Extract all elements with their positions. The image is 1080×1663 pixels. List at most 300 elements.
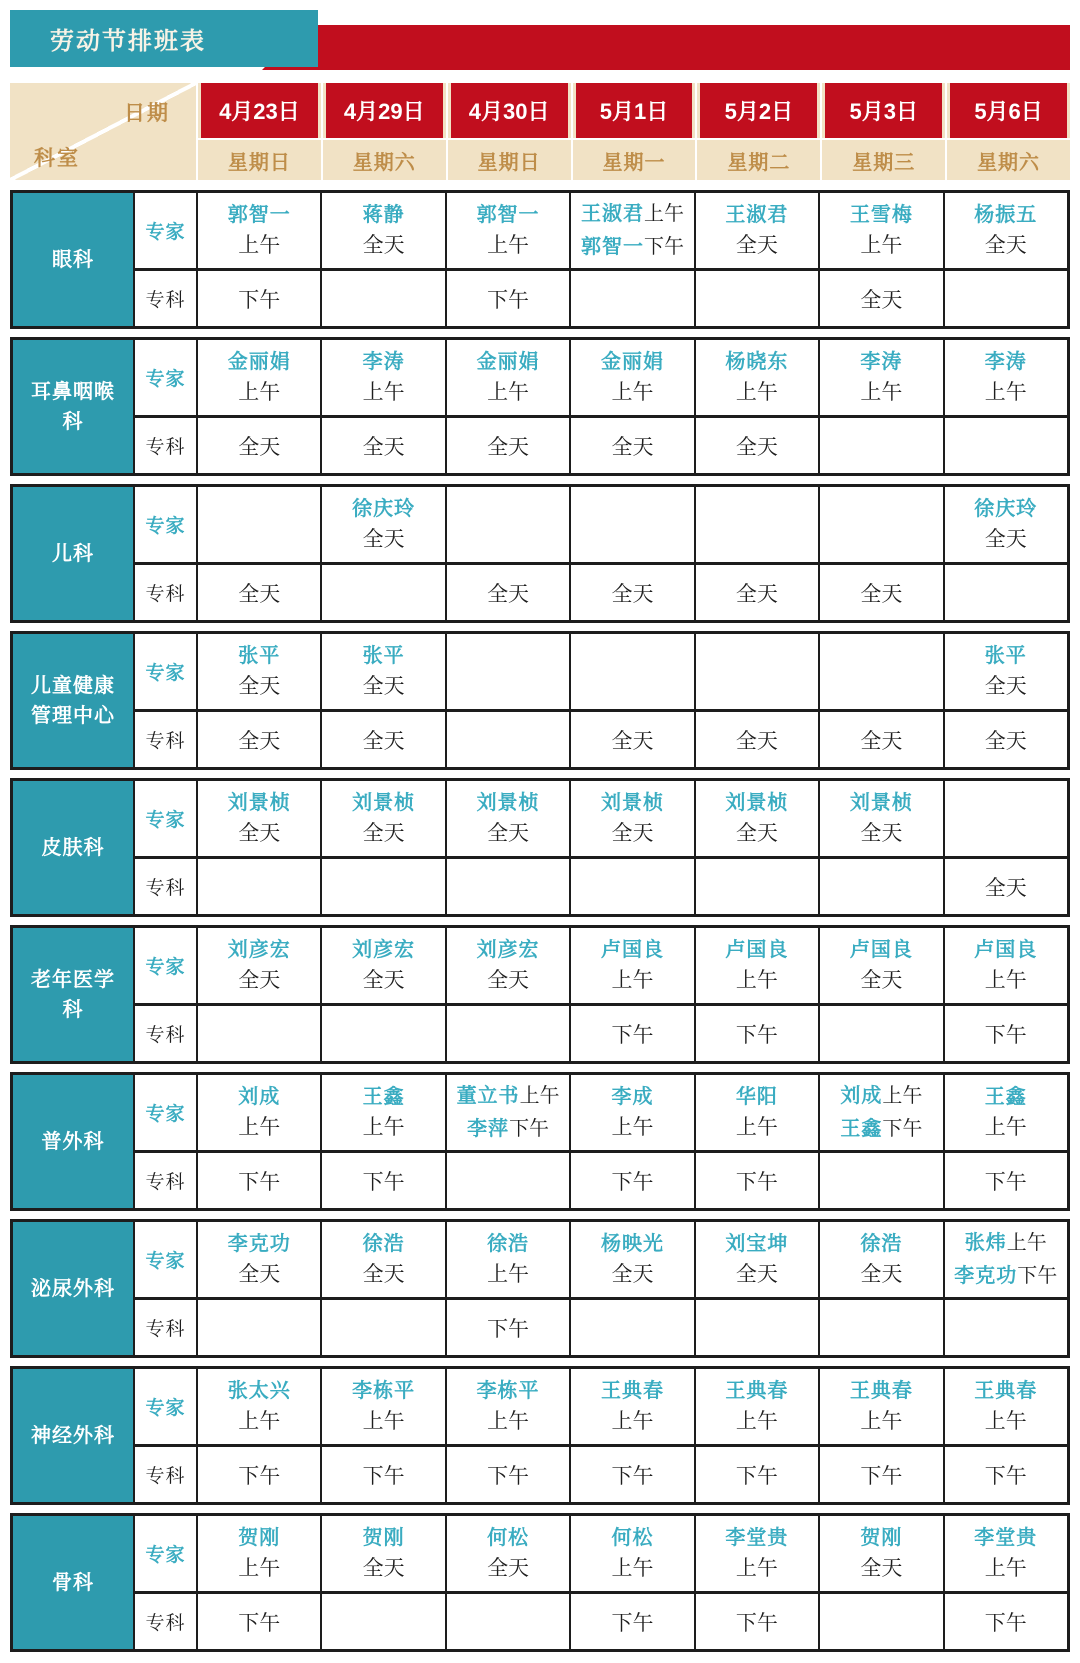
expert-schedule-cell xyxy=(445,340,569,418)
shift-time: 下午 xyxy=(611,1023,654,1047)
shift-time: 上午 xyxy=(735,1115,778,1139)
expert-schedule-cell xyxy=(694,487,818,565)
expert-schedule-cell xyxy=(196,193,320,271)
doctor-name: 刘彦宏 xyxy=(352,938,416,961)
shift-time: 全天 xyxy=(735,582,778,606)
doctor-name: 李堂贵 xyxy=(974,1526,1038,1549)
doctor-name: 华阳 xyxy=(735,1085,778,1108)
specialist-schedule-cell xyxy=(196,1447,320,1502)
specialist-schedule-cell xyxy=(445,1594,569,1649)
expert-schedule-cell xyxy=(196,928,320,1006)
department-block xyxy=(10,190,1070,329)
shift-time: 下午 xyxy=(362,1464,405,1488)
specialist-schedule-cell xyxy=(694,712,818,767)
department-block xyxy=(10,778,1070,917)
shift-time: 上午 xyxy=(238,380,281,404)
specialist-schedule-cell xyxy=(569,859,693,914)
expert-schedule-cell xyxy=(569,1369,693,1447)
shift-time: 下午 xyxy=(735,1464,778,1488)
expert-schedule-cell xyxy=(943,928,1067,1006)
header-date-cell xyxy=(321,83,446,138)
expert-schedule-cell xyxy=(943,634,1067,712)
specialist-schedule-cell xyxy=(943,712,1067,767)
doctor-shift-line xyxy=(954,1260,1057,1292)
shift-time: 上午 xyxy=(362,1409,405,1433)
expert-schedule-cell xyxy=(943,1516,1067,1594)
shift-time: 上午 xyxy=(735,380,778,404)
shift-time: 全天 xyxy=(735,1262,778,1286)
header-weekday-cell: 星期日 xyxy=(196,138,321,180)
specialist-schedule-cell xyxy=(320,271,444,326)
specialist-schedule-cell xyxy=(196,712,320,767)
table-header xyxy=(10,83,1070,180)
shift-time: 下午 xyxy=(882,1117,923,1140)
header-date-label: 5月6日 xyxy=(950,83,1067,138)
doctor-name: 徐庆玲 xyxy=(974,497,1038,520)
expert-row-label: 专家 xyxy=(133,1516,196,1594)
shift-time: 下午 xyxy=(735,1611,778,1635)
doctor-name: 徐浩 xyxy=(487,1232,530,1255)
doctor-name: 李堂贵 xyxy=(725,1526,789,1549)
department-block xyxy=(10,337,1070,476)
specialist-schedule-cell xyxy=(943,1006,1067,1061)
expert-row-label: 专家 xyxy=(133,1222,196,1300)
expert-schedule-cell xyxy=(445,1369,569,1447)
doctor-name: 王淑君 xyxy=(725,203,789,226)
doctor-name: 王鑫 xyxy=(840,1117,883,1140)
expert-schedule-cell xyxy=(943,1369,1067,1447)
expert-schedule-cell xyxy=(320,1369,444,1447)
title-banner-ribbon xyxy=(262,25,1070,70)
specialist-schedule-cell xyxy=(818,712,942,767)
department-block xyxy=(10,925,1070,1064)
shift-time: 上午 xyxy=(362,380,405,404)
expert-schedule-cell xyxy=(694,1075,818,1153)
specialist-schedule-cell xyxy=(569,271,693,326)
shift-time: 全天 xyxy=(362,435,405,459)
expert-row-label: 专家 xyxy=(133,781,196,859)
doctor-name: 董立书 xyxy=(456,1085,520,1108)
shift-time: 下午 xyxy=(1017,1264,1058,1287)
expert-schedule-cell xyxy=(818,928,942,1006)
header-date-cell xyxy=(695,83,820,138)
doctor-name: 杨晓东 xyxy=(725,350,789,373)
expert-schedule-cell xyxy=(569,781,693,859)
specialist-schedule-cell xyxy=(694,1300,818,1355)
expert-schedule-cell xyxy=(196,1075,320,1153)
doctor-name: 卢国良 xyxy=(600,938,664,961)
doctor-name: 贺刚 xyxy=(362,1526,405,1549)
specialist-schedule-cell xyxy=(445,1006,569,1061)
header-date-cell xyxy=(571,83,696,138)
specialist-schedule-cell xyxy=(943,1594,1067,1649)
expert-schedule-cell xyxy=(818,1222,942,1300)
department-block xyxy=(10,1513,1070,1652)
expert-schedule-cell xyxy=(196,487,320,565)
doctor-name: 张平 xyxy=(238,644,281,667)
specialist-schedule-cell xyxy=(818,1300,942,1355)
specialist-schedule-cell xyxy=(320,1006,444,1061)
header-weekday-cell: 星期六 xyxy=(945,138,1070,180)
shift-time: 上午 xyxy=(487,1262,530,1286)
shift-time: 上午 xyxy=(487,1409,530,1433)
shift-time: 上午 xyxy=(611,1409,654,1433)
expert-schedule-cell xyxy=(320,928,444,1006)
doctor-name: 王雪梅 xyxy=(849,203,913,226)
expert-schedule-cell xyxy=(694,781,818,859)
shift-time: 全天 xyxy=(611,821,654,845)
doctor-name: 徐庆玲 xyxy=(352,497,416,520)
header-corner-cell xyxy=(10,83,196,180)
shift-time: 全天 xyxy=(362,674,405,698)
shift-time: 全天 xyxy=(735,233,778,257)
shift-time: 全天 xyxy=(362,1556,405,1580)
shift-time: 下午 xyxy=(860,1464,903,1488)
specialist-schedule-cell xyxy=(818,418,942,473)
doctor-name: 李栋平 xyxy=(476,1379,540,1402)
department-name-cell: 耳鼻咽喉科 xyxy=(13,340,133,473)
header-date-label: 5月1日 xyxy=(576,83,693,138)
expert-schedule-cell xyxy=(943,781,1067,859)
doctor-name: 李栋平 xyxy=(352,1379,416,1402)
shift-time: 上午 xyxy=(238,233,281,257)
shift-time: 下午 xyxy=(611,1170,654,1194)
expert-schedule-cell xyxy=(569,487,693,565)
doctor-name: 郭智一 xyxy=(227,203,291,226)
shift-time: 下午 xyxy=(984,1464,1027,1488)
specialist-schedule-cell xyxy=(569,1447,693,1502)
expert-schedule-cell xyxy=(943,487,1067,565)
doctor-name: 徐浩 xyxy=(362,1232,405,1255)
specialist-schedule-cell xyxy=(569,1153,693,1208)
shift-time: 全天 xyxy=(611,1262,654,1286)
expert-schedule-cell xyxy=(694,193,818,271)
doctor-name: 卢国良 xyxy=(849,938,913,961)
page-title: 劳动节排班表 xyxy=(50,28,206,55)
specialist-row-label: 专科 xyxy=(133,271,196,326)
shift-time: 全天 xyxy=(238,674,281,698)
shift-time: 上午 xyxy=(735,1556,778,1580)
doctor-shift-line xyxy=(840,1080,922,1112)
doctor-shift-line xyxy=(581,231,684,263)
specialist-schedule-cell xyxy=(320,1153,444,1208)
specialist-schedule-cell xyxy=(445,418,569,473)
expert-schedule-cell xyxy=(320,1075,444,1153)
shift-time: 上午 xyxy=(238,1409,281,1433)
header-date-cell xyxy=(820,83,945,138)
doctor-name: 王淑君 xyxy=(580,203,644,226)
specialist-schedule-cell xyxy=(694,418,818,473)
specialist-schedule-cell xyxy=(445,1153,569,1208)
shift-time: 上午 xyxy=(882,1085,923,1108)
doctor-name: 李涛 xyxy=(362,350,405,373)
expert-schedule-cell xyxy=(818,487,942,565)
shift-time: 上午 xyxy=(735,968,778,992)
shift-time: 上午 xyxy=(611,380,654,404)
specialist-schedule-cell xyxy=(818,271,942,326)
doctor-name: 何松 xyxy=(487,1526,530,1549)
expert-schedule-cell xyxy=(569,928,693,1006)
expert-schedule-cell xyxy=(196,781,320,859)
specialist-schedule-cell xyxy=(445,271,569,326)
expert-schedule-cell xyxy=(818,634,942,712)
shift-time: 上午 xyxy=(860,1409,903,1433)
shift-time: 下午 xyxy=(238,1464,281,1488)
doctor-name: 李克功 xyxy=(954,1264,1018,1287)
shift-time: 上午 xyxy=(1006,1232,1047,1255)
expert-schedule-cell xyxy=(196,1516,320,1594)
expert-schedule-cell xyxy=(569,340,693,418)
specialist-schedule-cell xyxy=(196,859,320,914)
specialist-schedule-cell xyxy=(445,712,569,767)
expert-row-label: 专家 xyxy=(133,340,196,418)
doctor-name: 张平 xyxy=(362,644,405,667)
doctor-name: 刘彦宏 xyxy=(227,938,291,961)
department-name-cell: 神经外科 xyxy=(13,1369,133,1502)
header-date-label: 5月3日 xyxy=(825,83,942,138)
specialist-schedule-cell xyxy=(694,565,818,620)
department-name-cell: 老年医学科 xyxy=(13,928,133,1061)
doctor-name: 王典春 xyxy=(600,1379,664,1402)
expert-schedule-cell xyxy=(320,487,444,565)
doctor-name: 李克功 xyxy=(227,1232,291,1255)
shift-time: 上午 xyxy=(984,1409,1027,1433)
shift-time: 全天 xyxy=(984,674,1027,698)
specialist-row-label: 专科 xyxy=(133,1006,196,1061)
shift-time: 上午 xyxy=(735,1409,778,1433)
doctor-name: 刘成 xyxy=(840,1085,883,1108)
expert-schedule-cell xyxy=(694,1369,818,1447)
shift-time: 下午 xyxy=(238,1611,281,1635)
doctor-name: 杨振五 xyxy=(974,203,1038,226)
shift-time: 下午 xyxy=(487,1317,530,1341)
shift-time: 全天 xyxy=(860,821,903,845)
specialist-schedule-cell xyxy=(320,418,444,473)
header-date-cell xyxy=(446,83,571,138)
shift-time: 下午 xyxy=(362,1170,405,1194)
department-block xyxy=(10,631,1070,770)
doctor-name: 金丽娟 xyxy=(227,350,291,373)
expert-schedule-cell xyxy=(445,634,569,712)
doctor-name: 杨映光 xyxy=(600,1232,664,1255)
doctor-name: 刘景桢 xyxy=(352,791,416,814)
expert-schedule-cell xyxy=(196,634,320,712)
doctor-name: 刘成 xyxy=(238,1085,281,1108)
shift-time: 上午 xyxy=(238,1556,281,1580)
expert-row-label: 专家 xyxy=(133,487,196,565)
shift-time: 上午 xyxy=(860,380,903,404)
expert-row-label: 专家 xyxy=(133,1075,196,1153)
shift-time: 下午 xyxy=(735,1023,778,1047)
expert-schedule-cell xyxy=(569,1222,693,1300)
specialist-schedule-cell xyxy=(694,1594,818,1649)
shift-time: 上午 xyxy=(611,1556,654,1580)
department-name-cell: 皮肤科 xyxy=(13,781,133,914)
specialist-schedule-cell xyxy=(196,1300,320,1355)
doctor-name: 刘景桢 xyxy=(725,791,789,814)
shift-time: 全天 xyxy=(238,729,281,753)
specialist-schedule-cell xyxy=(445,1447,569,1502)
specialist-schedule-cell xyxy=(818,1006,942,1061)
shift-time: 全天 xyxy=(238,1262,281,1286)
expert-schedule-cell xyxy=(320,781,444,859)
expert-schedule-cell xyxy=(445,781,569,859)
specialist-row-label: 专科 xyxy=(133,1447,196,1502)
specialist-schedule-cell xyxy=(569,1006,693,1061)
expert-schedule-cell xyxy=(569,1516,693,1594)
expert-schedule-cell xyxy=(818,1075,942,1153)
shift-time: 全天 xyxy=(362,1262,405,1286)
shift-time: 上午 xyxy=(643,203,684,226)
expert-schedule-cell xyxy=(943,1222,1067,1300)
expert-schedule-cell xyxy=(320,634,444,712)
specialist-schedule-cell xyxy=(694,859,818,914)
department-name-cell: 眼科 xyxy=(13,193,133,326)
expert-row-label: 专家 xyxy=(133,634,196,712)
specialist-schedule-cell xyxy=(320,859,444,914)
expert-schedule-cell xyxy=(943,1075,1067,1153)
expert-schedule-cell xyxy=(943,340,1067,418)
specialist-schedule-cell xyxy=(694,1006,818,1061)
department-name-cell: 泌尿外科 xyxy=(13,1222,133,1355)
shift-time: 上午 xyxy=(860,233,903,257)
specialist-schedule-cell xyxy=(694,271,818,326)
specialist-schedule-cell xyxy=(694,1153,818,1208)
expert-row-label: 专家 xyxy=(133,193,196,271)
specialist-schedule-cell xyxy=(569,418,693,473)
doctor-name: 金丽娟 xyxy=(600,350,664,373)
shift-time: 全天 xyxy=(860,1262,903,1286)
header-date-label: 4月30日 xyxy=(451,83,568,138)
specialist-schedule-cell xyxy=(445,1300,569,1355)
shift-time: 全天 xyxy=(611,729,654,753)
expert-schedule-cell xyxy=(818,340,942,418)
shift-time: 上午 xyxy=(984,968,1027,992)
specialist-schedule-cell xyxy=(196,1594,320,1649)
specialist-schedule-cell xyxy=(196,565,320,620)
shift-time: 上午 xyxy=(238,1115,281,1139)
doctor-name: 金丽娟 xyxy=(476,350,540,373)
department-name-cell: 骨科 xyxy=(13,1516,133,1649)
expert-schedule-cell xyxy=(694,340,818,418)
header-weekday-cell: 星期三 xyxy=(820,138,945,180)
header-date-label: 5月2日 xyxy=(700,83,817,138)
specialist-schedule-cell xyxy=(196,418,320,473)
header-weekday-cell: 星期六 xyxy=(321,138,446,180)
expert-schedule-cell xyxy=(694,1222,818,1300)
expert-schedule-cell xyxy=(445,1075,569,1153)
department-block xyxy=(10,1366,1070,1505)
shift-time: 全天 xyxy=(362,968,405,992)
shift-time: 上午 xyxy=(611,1115,654,1139)
shift-time: 全天 xyxy=(984,233,1027,257)
shift-time: 全天 xyxy=(860,1556,903,1580)
doctor-name: 李涛 xyxy=(984,350,1027,373)
expert-schedule-cell xyxy=(569,634,693,712)
header-date-cell xyxy=(945,83,1070,138)
department-block xyxy=(10,1072,1070,1211)
specialist-row-label: 专科 xyxy=(133,1594,196,1649)
doctor-shift-line xyxy=(581,198,684,230)
specialist-row-label: 专科 xyxy=(133,565,196,620)
shift-time: 全天 xyxy=(362,233,405,257)
expert-schedule-cell xyxy=(818,1369,942,1447)
title-banner xyxy=(10,10,318,67)
specialist-schedule-cell xyxy=(320,1447,444,1502)
shift-time: 全天 xyxy=(362,729,405,753)
schedule-blocks xyxy=(10,190,1070,1652)
doctor-name: 刘彦宏 xyxy=(476,938,540,961)
shift-time: 下午 xyxy=(509,1117,550,1140)
expert-row-label: 专家 xyxy=(133,1369,196,1447)
specialist-row-label: 专科 xyxy=(133,1300,196,1355)
doctor-name: 张太兴 xyxy=(227,1379,291,1402)
shift-time: 全天 xyxy=(362,527,405,551)
doctor-name: 王典春 xyxy=(974,1379,1038,1402)
shift-time: 全天 xyxy=(860,582,903,606)
shift-time: 全天 xyxy=(238,435,281,459)
shift-time: 下午 xyxy=(984,1611,1027,1635)
shift-time: 全天 xyxy=(984,527,1027,551)
date-axis-label: 日期 xyxy=(124,102,170,125)
shift-time: 上午 xyxy=(611,968,654,992)
doctor-shift-line xyxy=(467,1113,549,1145)
doctor-name: 王鑫 xyxy=(984,1085,1027,1108)
shift-time: 上午 xyxy=(362,1115,405,1139)
doctor-name: 王鑫 xyxy=(362,1085,405,1108)
specialist-schedule-cell xyxy=(320,1594,444,1649)
shift-time: 全天 xyxy=(487,968,530,992)
specialist-schedule-cell xyxy=(569,565,693,620)
expert-schedule-cell xyxy=(320,1222,444,1300)
shift-time: 下午 xyxy=(238,288,281,312)
shift-time: 全天 xyxy=(238,968,281,992)
doctor-name: 郭智一 xyxy=(476,203,540,226)
specialist-schedule-cell xyxy=(320,565,444,620)
shift-time: 下午 xyxy=(611,1611,654,1635)
shift-time: 全天 xyxy=(487,1556,530,1580)
shift-time: 上午 xyxy=(519,1085,560,1108)
doctor-name: 蒋静 xyxy=(362,203,405,226)
header-date-cell xyxy=(196,83,321,138)
specialist-schedule-cell xyxy=(196,271,320,326)
expert-schedule-cell xyxy=(943,193,1067,271)
expert-schedule-cell xyxy=(818,781,942,859)
shift-time: 全天 xyxy=(487,435,530,459)
shift-time: 下午 xyxy=(611,1464,654,1488)
specialist-schedule-cell xyxy=(818,1594,942,1649)
specialist-schedule-cell xyxy=(818,565,942,620)
shift-time: 全天 xyxy=(238,582,281,606)
doctor-name: 郭智一 xyxy=(580,235,644,258)
department-axis-label: 科室 xyxy=(34,147,80,170)
shift-time: 全天 xyxy=(735,435,778,459)
doctor-name: 贺刚 xyxy=(860,1526,903,1549)
doctor-name: 刘景桢 xyxy=(600,791,664,814)
shift-time: 全天 xyxy=(984,729,1027,753)
shift-time: 全天 xyxy=(735,821,778,845)
department-block xyxy=(10,1219,1070,1358)
doctor-name: 何松 xyxy=(611,1526,654,1549)
header-date-label: 4月29日 xyxy=(326,83,443,138)
shift-time: 下午 xyxy=(984,1170,1027,1194)
shift-time: 上午 xyxy=(984,1115,1027,1139)
expert-schedule-cell xyxy=(818,193,942,271)
specialist-schedule-cell xyxy=(943,418,1067,473)
doctor-name: 李成 xyxy=(611,1085,654,1108)
shift-time: 上午 xyxy=(487,380,530,404)
header-weekday-cell: 星期日 xyxy=(446,138,571,180)
